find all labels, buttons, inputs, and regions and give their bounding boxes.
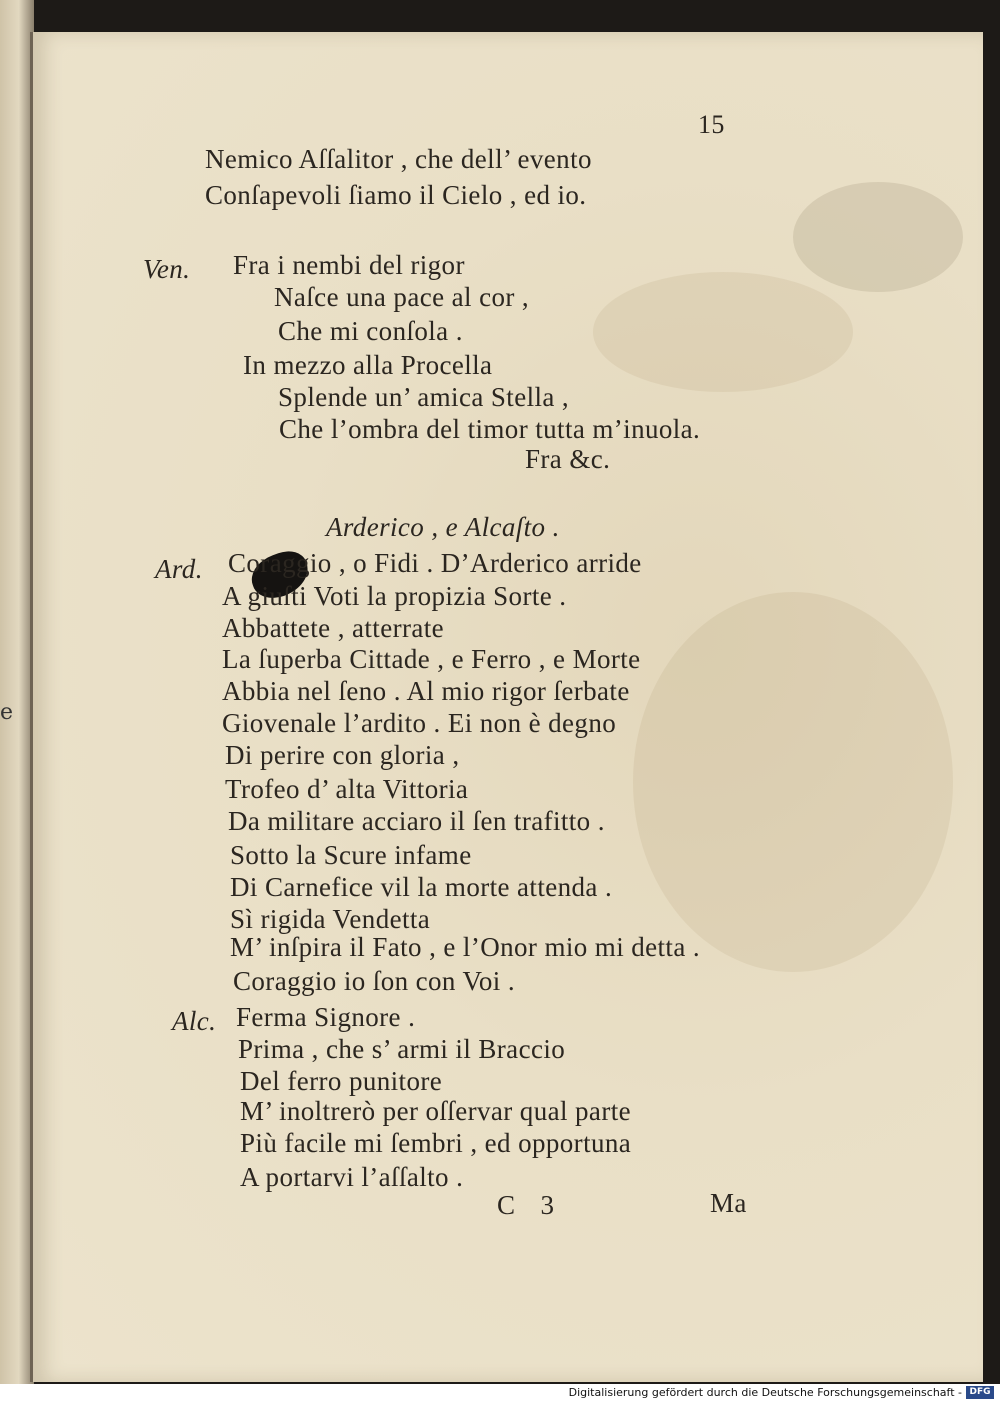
verse-line: A portarvi l’aſſalto . — [240, 1162, 464, 1192]
paper-stain — [633, 592, 953, 972]
speaker-label: Alc. — [172, 1006, 217, 1036]
verse-line: Del ferro punitore — [240, 1066, 443, 1096]
book-page — [30, 32, 983, 1382]
speaker-label: Ard. — [155, 554, 203, 584]
verse-line: Naſce una pace al cor , — [274, 282, 530, 312]
footer-text: Digitalisierung gefördert durch die Deutsche Forschungsgemeinschaft - — [568, 1386, 962, 1399]
verse-line: Sì rigida Vendetta — [230, 904, 431, 934]
scene-heading: Arderico , e Alcaſto . — [326, 512, 560, 542]
digitization-footer — [0, 1384, 1000, 1402]
verse-line: La ſuperba Cittade , e Ferro , e Morte — [222, 644, 641, 674]
signature-mark: C 3 — [497, 1190, 555, 1220]
verse-line: Che l’ombra del timor tutta m’inuola. — [279, 414, 701, 444]
verse-line: Splende un’ amica Stella , — [278, 382, 570, 412]
verse-line: Coraggio io ſon con Voi . — [233, 966, 516, 996]
verse-line: Abbia nel ſeno . Al mio rigor ſerbate — [222, 676, 630, 706]
verse-line: Trofeo d’ alta Vittoria — [225, 774, 469, 804]
verse-line: M’ inſpira il Fato , e l’Onor mio mi detta . — [230, 932, 701, 962]
verse-line: Coraggio , o Fidi . D’Arderico arride — [228, 548, 642, 578]
verse-line: Giovenale l’ardito . Ei non è degno — [222, 708, 617, 738]
verse-line: Che mi conſola . — [278, 316, 463, 346]
previous-page-edge — [0, 0, 34, 1385]
text-line: Nemico Aſſalitor , che dell’ evento — [205, 144, 592, 174]
verse-line: Ferma Signore . — [236, 1002, 416, 1032]
verse-line: Di perire con gloria , — [225, 740, 460, 770]
verse-line: Prima , che s’ armi il Braccio — [238, 1034, 566, 1064]
dfg-logo: DFG — [966, 1386, 994, 1399]
paper-stain — [593, 272, 853, 392]
text-line: Conſapevoli ſiamo il Cielo , ed io. — [205, 180, 587, 210]
page-number: 15 — [698, 110, 725, 139]
verse-line: Abbattete , atterrate — [222, 613, 445, 643]
verse-line: Più facile mi ſembri , ed opportuna — [240, 1128, 632, 1158]
speaker-label: Ven. — [143, 254, 191, 284]
margin-letter: e — [0, 700, 14, 725]
da-capo: Fra &c. — [525, 444, 611, 474]
catchword: Ma — [710, 1188, 747, 1218]
paper-stain — [793, 182, 963, 292]
verse-line: Da militare acciaro il ſen trafitto . — [228, 806, 605, 836]
verse-line: A giuſti Voti la propizia Sorte . — [222, 581, 567, 611]
verse-line: Sotto la Scure infame — [230, 840, 472, 870]
verse-line: In mezzo alla Procella — [243, 350, 493, 380]
verse-line: Di Carnefice vil la morte attenda . — [230, 872, 613, 902]
verse-line: M’ inoltrerò per oſſervar qual parte — [240, 1096, 631, 1126]
verse-line: Fra i nembi del rigor — [233, 250, 465, 280]
